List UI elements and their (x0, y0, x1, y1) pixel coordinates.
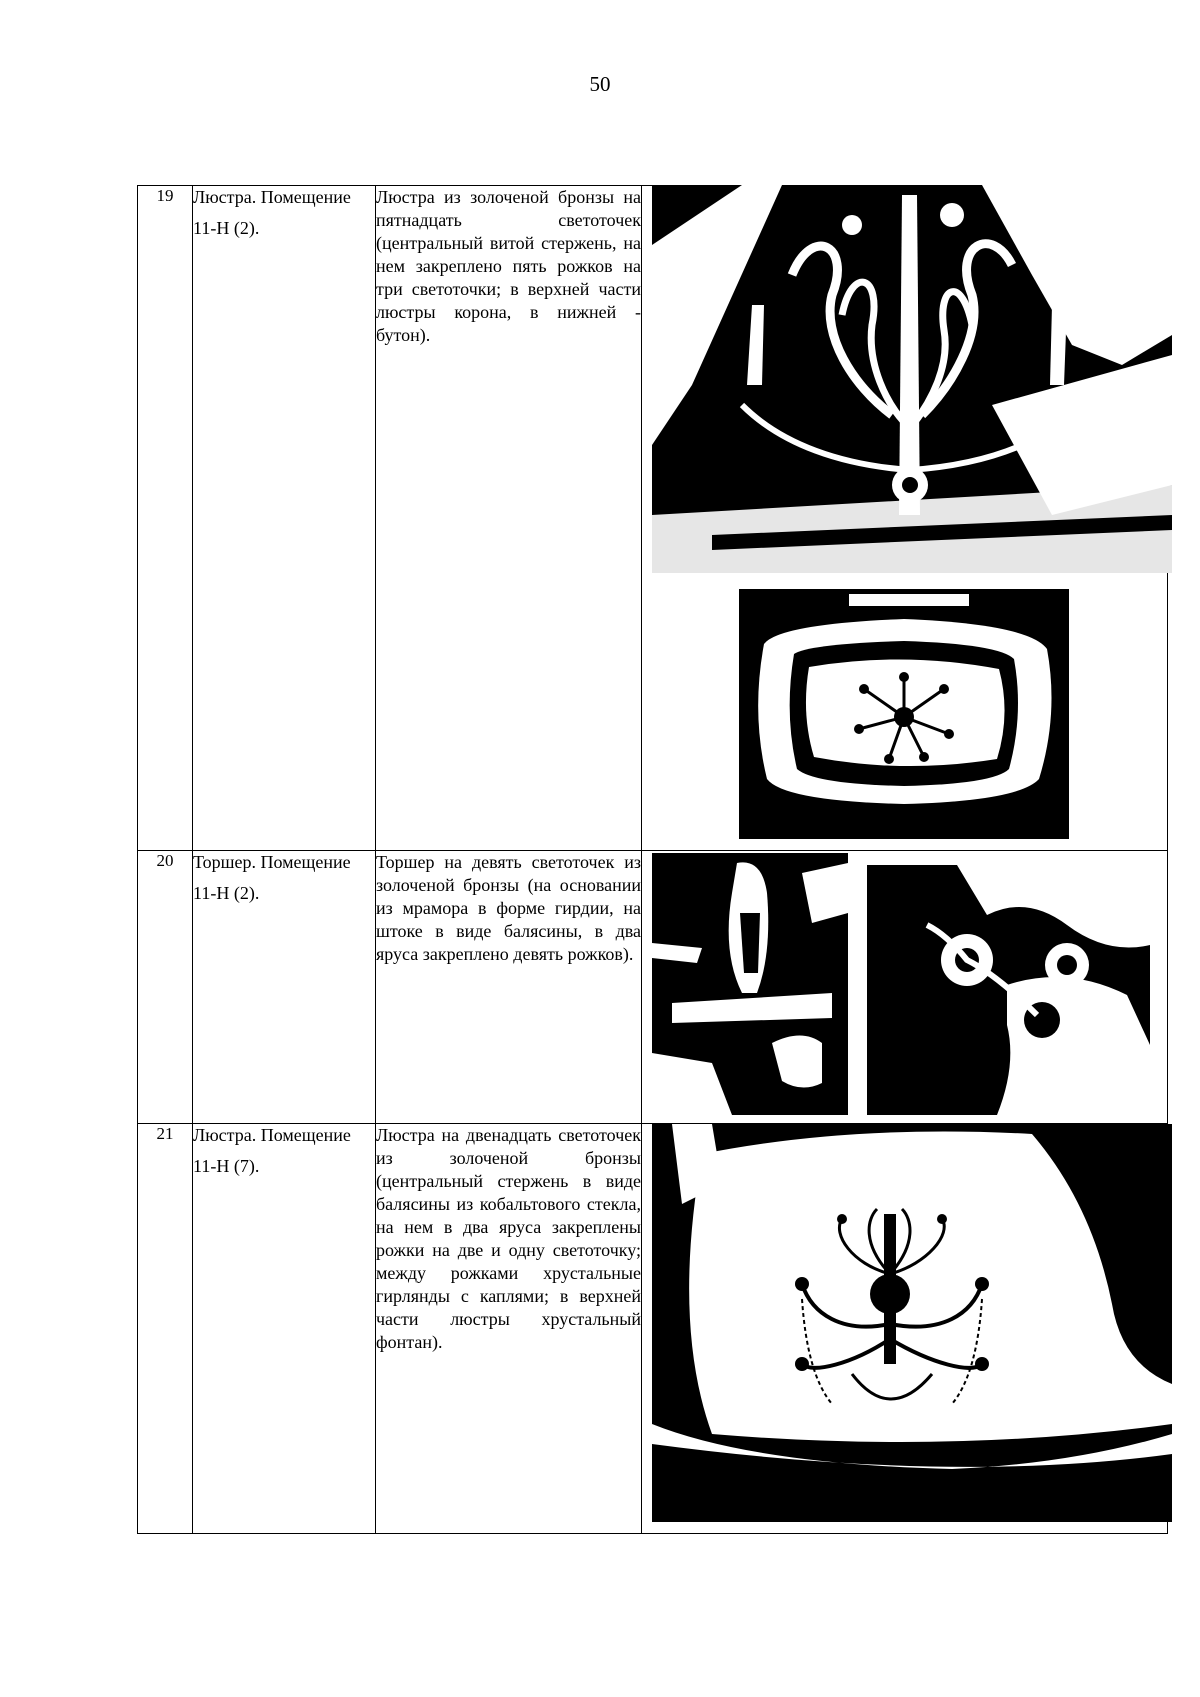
chandelier-photo-top (652, 185, 1172, 573)
item-name-cell (193, 851, 376, 1124)
photo-cell (642, 186, 1168, 851)
item-name: Торшер. Помещение (193, 852, 351, 872)
table-row (138, 851, 1168, 1124)
item-description: Торшер на девять светоточек из золоченой бронзы (на основании из мрамора в форме гирдии, на штоке в виде балясины, в два яруса закреплено девять рожков). (376, 851, 642, 1124)
photo-cell (642, 851, 1168, 1124)
item-room: 11-Н (7). (193, 1156, 260, 1176)
item-description: Люстра из золоченой бронзы на пятнадцать светоточек (центральный витой стержень, на нем закреплено пять рожков на три светоточки; в верхней части люстры корона, в нижней - бутон). (376, 186, 642, 851)
floor-lamp-photo-right (867, 865, 1150, 1115)
floor-lamp-photo-left (652, 853, 848, 1115)
item-name-cell (193, 1124, 376, 1534)
item-number: 20 (138, 851, 193, 1124)
inventory-table (137, 185, 1168, 1534)
item-name: Люстра. Помещение (193, 187, 351, 207)
item-name: Люстра. Помещение (193, 1125, 351, 1145)
item-room: 11-Н (2). (193, 218, 260, 238)
item-number: 19 (138, 186, 193, 851)
page-number: 50 (589, 72, 611, 96)
photo-cell (642, 1124, 1168, 1534)
item-number: 21 (138, 1124, 193, 1534)
item-room: 11-Н (2). (193, 883, 260, 903)
chandelier-photo-bottom (739, 589, 1069, 839)
table-row (138, 186, 1168, 851)
item-description: Люстра на двенадцать светоточек из золоченой бронзы (центральный стержень в виде балясины из кобальтового стекла, на нем в два яруса закреплены рожки на две и одну светоточку; между рожками хрустальные гирлянды с каплями; в верхней части люстры хрустальный фонтан). (376, 1124, 642, 1534)
item-name-cell (193, 186, 376, 851)
chandelier-photo-21 (652, 1124, 1172, 1522)
table-row (138, 1124, 1168, 1534)
